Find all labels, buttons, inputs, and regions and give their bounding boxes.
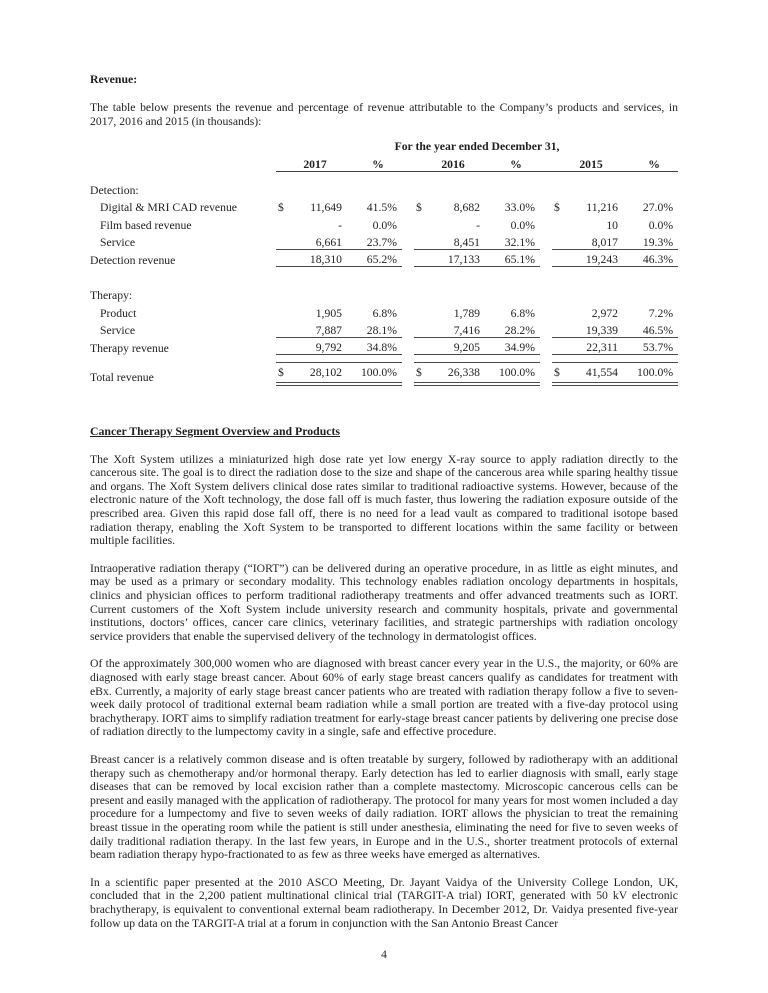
paragraph-targit-trial: In a scientific paper presented at the 2010 ASCO Meeting, Dr. Jayant Vaidya of the University College London, UK, concluded that in the 2,200 patient multinational clinical trial (TARGIT-A trial) IORT, generated with 50 kV electronic brachytherapy, is equivalent to conventional external beam radiotherapy. In December 2012, Dr. Vaidya presented five-year follow up data on the TARGIT-A trial at a forum in conjunction with the San Antonio Breast Cancer [90, 875, 678, 930]
table-cell: $ [416, 201, 422, 215]
table-cell: 27.0% [642, 201, 674, 215]
table-cell: - [476, 218, 480, 232]
table-cell: 9,792 [292, 337, 354, 355]
table-row-film-based [90, 214, 678, 232]
table-row-therapy-product [90, 302, 678, 320]
table-cell [276, 285, 678, 303]
table-cell: 100.0% [492, 363, 540, 384]
table-cell: 11,649 [310, 201, 342, 215]
table-cell: 33.0% [504, 201, 535, 215]
table-spacer-row [90, 267, 678, 285]
table-row-digital-mri-cad [90, 197, 678, 215]
row-label: Film based revenue [100, 218, 192, 232]
table-cell: 65.2% [354, 249, 402, 267]
table-spanner-row [90, 137, 678, 153]
table-cell: - [338, 218, 342, 232]
row-label: Product [100, 306, 137, 320]
table-row-detection-revenue [90, 249, 678, 267]
table-cell: 65.1% [492, 249, 540, 267]
paragraph-iort: Intraoperative radiation therapy (“IORT”) can be delivered during an operative procedure, in as little as eight minutes, and may be used as a primary or secondary modality. This technology enables radiation oncology departments in hospitals, clinics and physician offices to perform traditional radiotherapy treatments and offer advanced treatments such as IORT. Current customers of the Xoft System include university research and community hospitals, private and governmental institutions, doctors’ offices, cancer care clinics, veterinary facilities, and strategic partnerships with radiation oncology service providers that enable the supervised delivery of the technology in dermatologist offices. [90, 561, 678, 643]
table-cell: 19,339 [568, 320, 630, 338]
revenue-heading: Revenue: [90, 72, 138, 86]
table-cell: 34.9% [492, 337, 540, 355]
page-number: 4 [381, 949, 387, 961]
table-cell: 0.0% [372, 218, 397, 232]
table-cell: 53.7% [630, 337, 678, 355]
table-cell: 41.5% [366, 201, 397, 215]
table-cell [90, 137, 276, 153]
table-cell: 17,133 [430, 249, 492, 267]
table-cell [276, 179, 678, 197]
table-cell: 10 [606, 218, 618, 232]
table-cell: 32.1% [492, 232, 540, 250]
table-row-detection-section [90, 179, 678, 197]
table-cell: 100.0% [354, 363, 402, 384]
table-cell: 34.8% [354, 337, 402, 355]
table-cell: 6.8% [510, 306, 535, 320]
table-cell: $ [278, 201, 284, 215]
revenue-intro-paragraph: The table below presents the revenue and percentage of revenue attributable to the Company’s products and services, in 2017, 2016 and 2015 (in thousands): [90, 101, 678, 128]
table-cell: 7,416 [430, 320, 492, 338]
table-cell: 28.2% [492, 320, 540, 338]
table-cell: 11,216 [586, 201, 618, 215]
row-label: Service [100, 324, 136, 338]
table-cell: 1,905 [315, 306, 342, 320]
table-cell: $ [552, 363, 568, 384]
table-cell: $ [414, 363, 430, 384]
table-cell: 0.0% [510, 218, 535, 232]
table-cell: 28.1% [354, 320, 402, 338]
row-label: Total revenue [90, 370, 154, 384]
table-cell: 26,338 [430, 363, 492, 384]
table-cell: 9,205 [430, 337, 492, 355]
revenue-table [90, 137, 678, 386]
table-cell: 22,311 [568, 337, 630, 355]
table-cell: 7,887 [292, 320, 354, 338]
row-label: Detection revenue [90, 253, 176, 267]
table-cell: 0.0% [648, 218, 674, 232]
row-label: Therapy revenue [90, 341, 169, 355]
percent-header: % [630, 153, 678, 171]
year-header-2016: 2016 [414, 153, 492, 171]
paragraph-breast-cancer-treatment: Breast cancer is a relatively common disease and is often treatable by surgery, followed by radiotherapy with an additional therapy such as chemotherapy and/or hormonal therapy. Early detection has led to earlier diagnosis with small, early stage diseases that can be removed by local excision rather than a complete mastectomy. Microscopic cancerous cells can be present and easily managed with the application of radiotherapy. The protocol for many years for most women included a day procedure for a lumpectomy and five to seven weeks of daily radiation. IORT allows the physician to treat the remaining breast tissue in the operating room while the patient is still under anesthesia, eliminating the need for five to seven weeks of daily traditional radiation therapy. In the last few years, in Europe and in the U.S., shorter treatment protocols of external beam radiation therapy hypo-fractionated to as few as three weeks have emerged as alternatives. [90, 752, 678, 862]
paragraph-breast-cancer-stats: Of the approximately 300,000 women who are diagnosed with breast cancer every year in the U.S., the majority, or 60% are diagnosed with early stage breast cancer. About 60% of early stage breast cancers qualify as candidates for treatment with eBx. Currently, a majority of early stage breast cancer patients who are treated with radiation therapy follow a five to seven-week daily protocol of traditional external beam radiation while a small portion are treated with a five-day protocol using brachytherapy. IORT aims to simplify radiation treatment for early-stage breast cancer patients by delivering one precise dose of radiation directly to the lumpectomy cavity in a single, safe and effective procedure. [90, 657, 679, 739]
table-cell: 8,451 [430, 232, 492, 250]
table-spacer-row [90, 355, 678, 363]
table-cell: 6.8% [372, 306, 397, 320]
table-spacer-row [90, 171, 678, 179]
table-cell: 6,661 [292, 232, 354, 250]
table-cell: 7.2% [648, 306, 674, 320]
table-cell: 8,017 [568, 232, 630, 250]
table-cell: 2,972 [591, 306, 618, 320]
table-cell: $ [554, 201, 560, 215]
table-cell [540, 153, 552, 171]
table-cell: 8,682 [453, 201, 480, 215]
table-cell: 46.3% [630, 249, 678, 267]
row-label: Therapy: [90, 289, 133, 303]
table-row-therapy-revenue [90, 337, 678, 355]
table-cell: 19,243 [568, 249, 630, 267]
cancer-therapy-heading: Cancer Therapy Segment Overview and Products [90, 423, 341, 438]
table-cell: 46.5% [630, 320, 678, 338]
table-spanner-label: For the year ended December 31, [394, 140, 560, 154]
table-cell: $ [276, 363, 292, 384]
table-row-total-revenue [90, 363, 678, 384]
table-cell [90, 153, 276, 171]
table-cell: 19.3% [630, 232, 678, 250]
table-cell: 18,310 [292, 249, 354, 267]
year-header-2015: 2015 [552, 153, 630, 171]
year-header-2017: 2017 [276, 153, 354, 171]
row-label: Digital & MRI CAD revenue [100, 201, 237, 215]
table-cell [402, 153, 414, 171]
row-label: Service [100, 236, 136, 250]
table-cell: 1,789 [453, 306, 480, 320]
table-cell: 23.7% [354, 232, 402, 250]
row-label: Detection: [90, 183, 139, 197]
table-cell: 28,102 [292, 363, 354, 384]
percent-header: % [492, 153, 540, 171]
table-cell: 100.0% [630, 363, 678, 384]
table-year-header-row [90, 153, 678, 171]
table-cell: 41,554 [568, 363, 630, 384]
table-row-detection-service [90, 232, 678, 250]
table-row-therapy-service [90, 320, 678, 338]
table-row-therapy-section [90, 285, 678, 303]
percent-header: % [354, 153, 402, 171]
paragraph-xoft-system: The Xoft System utilizes a miniaturized high dose rate yet low energy X-ray source to apply radiation directly to the cancerous site. The goal is to direct the radiation dose to the size and shape of the cancerous area while sparing healthy tissue and organs. The Xoft System delivers clinical dose rates similar to traditional radioactive systems. However, because of the electronic nature of the Xoft technology, the dose fall off is much faster, thus lowering the radiation exposure outside of the prescribed area. Given this rapid dose fall off, there is no need for a lead vault as compared to traditional isotope based radiation therapy, enabling the Xoft System to be transported to different locations within the same facility or between multiple facilities. [90, 452, 678, 548]
